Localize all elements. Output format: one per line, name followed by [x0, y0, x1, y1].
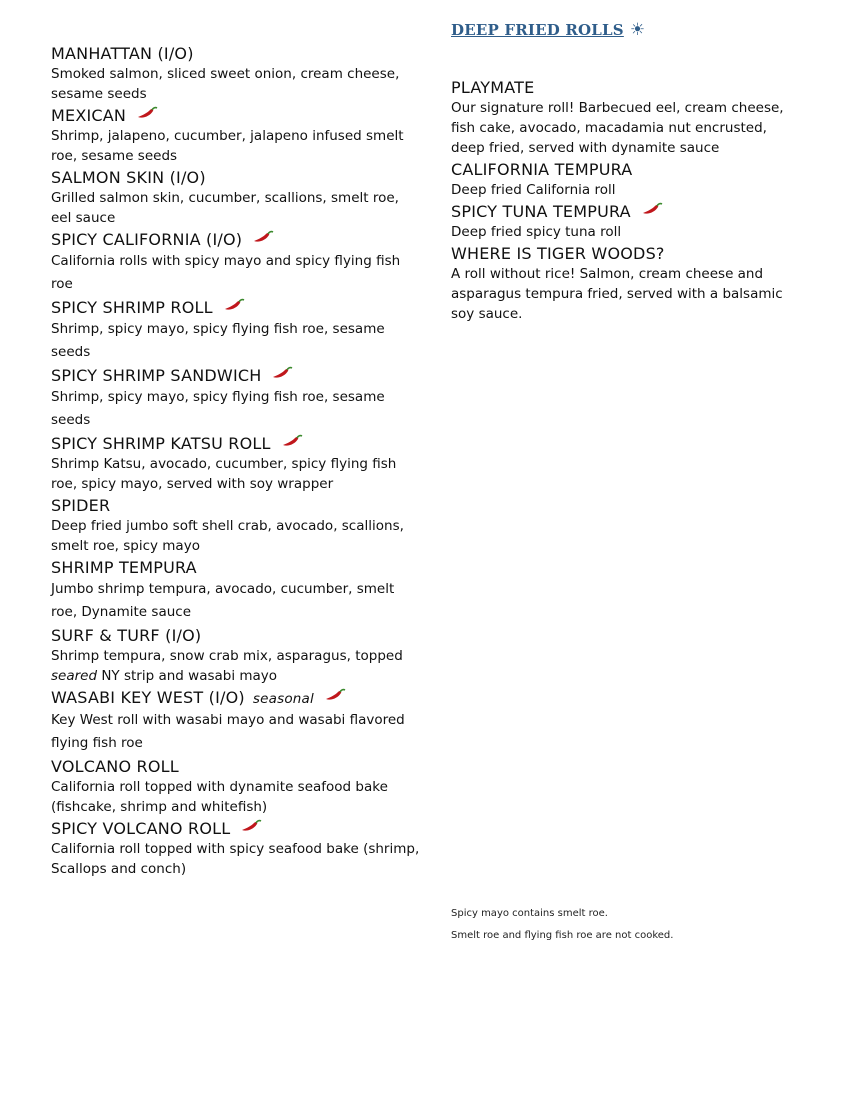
menu-item-description: Shrimp, spicy mayo, spicy flying fish roe, sesame seeds — [51, 321, 385, 360]
menu-item-name-text: WHERE IS TIGER WOODS? — [451, 244, 665, 263]
menu-item-description: Deep fried jumbo soft shell crab, avocado, scallions, smelt roe, spicy mayo — [51, 518, 404, 554]
description-text: NY strip and wasabi mayo — [97, 668, 278, 684]
menu-item-name-text: MANHATTAN (I/O) — [51, 44, 194, 63]
menu-item-name — [451, 202, 801, 222]
menu-item — [451, 78, 801, 158]
menu-item — [51, 558, 421, 624]
menu-item-description: Shrimp, spicy mayo, spicy flying fish roe, sesame seeds — [51, 389, 385, 428]
menu-item-name-text: VOLCANO ROLL — [51, 757, 179, 776]
emphasis-text: seared — [51, 668, 98, 684]
menu-item-description: Key West roll with wasabi mayo and wasabi flavored flying fish roe — [51, 712, 405, 751]
chili-pepper-icon — [324, 688, 346, 702]
menu-item-name — [51, 757, 421, 777]
menu-item-name-text: PLAYMATE — [451, 78, 535, 97]
menu-item-name-text: SALMON SKIN (I/O) — [51, 168, 206, 187]
menu-item — [51, 434, 421, 494]
menu-item-name — [51, 44, 421, 64]
menu-item-description: Grilled salmon skin, cucumber, scallions, smelt roe, eel sauce — [51, 190, 399, 226]
menu-item — [451, 202, 801, 242]
menu-item-name — [51, 366, 421, 386]
chili-pepper-icon — [223, 298, 245, 312]
menu-item-name — [51, 626, 421, 646]
chili-pepper-icon — [641, 202, 663, 216]
left-menu-column — [51, 44, 421, 881]
menu-item-description: Deep fried California roll — [451, 182, 616, 198]
menu-item-name-text: SPICY SHRIMP SANDWICH — [51, 366, 262, 385]
chili-pepper-icon — [271, 366, 293, 380]
menu-item-name-text: SPICY TUNA TEMPURA — [451, 202, 631, 221]
right-menu-column — [451, 20, 801, 326]
menu-item-name-text: SPICY SHRIMP KATSU ROLL — [51, 434, 271, 453]
menu-item-description: California rolls with spicy mayo and spicy flying fish roe — [51, 253, 401, 292]
menu-item-description: Shrimp, jalapeno, cucumber, jalapeno infused smelt roe, sesame seeds — [51, 128, 404, 164]
menu-item — [51, 366, 421, 432]
menu-item — [51, 168, 421, 228]
menu-item-name — [51, 688, 421, 709]
menu-item-description: Smoked salmon, sliced sweet onion, cream cheese, sesame seeds — [51, 66, 400, 102]
deep-fried-rolls-list — [451, 78, 801, 324]
menu-item-name-text: SURF & TURF (I/O) — [51, 626, 202, 645]
menu-item — [51, 496, 421, 556]
menu-item — [451, 244, 801, 324]
menu-item — [51, 106, 421, 166]
description-text: Shrimp tempura, snow crab mix, asparagus, topped — [51, 648, 403, 664]
menu-item-description — [51, 646, 421, 686]
menu-item — [51, 44, 421, 104]
section-title-deep-fried-rolls: DEEP FRIED ROLLS ☀ — [451, 20, 646, 40]
menu-item-description: Jumbo shrimp tempura, avocado, cucumber, smelt roe, Dynamite sauce — [51, 581, 395, 620]
menu-item-description: Deep fried spicy tuna roll — [451, 224, 622, 240]
menu-item-name — [51, 168, 421, 188]
chili-pepper-icon — [281, 434, 303, 448]
menu-item-name-text: MEXICAN — [51, 106, 127, 125]
menu-item-name — [51, 558, 421, 578]
menu-item-description: California roll topped with spicy seafood bake (shrimp, Scallops and conch) — [51, 841, 420, 877]
menu-item-name — [451, 244, 801, 264]
chili-pepper-icon — [240, 819, 262, 833]
footnote-spicy-mayo: Spicy mayo contains smelt roe. — [451, 908, 608, 919]
chili-pepper-icon — [252, 230, 274, 244]
menu-item-name — [51, 298, 421, 318]
menu-item-name — [51, 106, 421, 126]
sun-icon: ☀ — [629, 20, 646, 40]
menu-item-name — [451, 160, 801, 180]
menu-item — [451, 160, 801, 200]
menu-item-name — [51, 496, 421, 516]
menu-item — [51, 626, 421, 686]
footnotes — [451, 903, 673, 947]
menu-item-name — [451, 78, 801, 98]
menu-item-name-text: SPICY VOLCANO ROLL — [51, 819, 231, 838]
menu-item — [51, 298, 421, 364]
menu-item-description: Shrimp Katsu, avocado, cucumber, spicy flying fish roe, spicy mayo, served with soy wrapper — [51, 456, 397, 492]
menu-item-description: A roll without rice! Salmon, cream cheese and asparagus tempura fried, served with a balsamic soy sauce. — [451, 266, 783, 322]
menu-item-name-text: WASABI KEY WEST (I/O) — [51, 688, 245, 707]
menu-item-name-text: SPICY SHRIMP ROLL — [51, 298, 213, 317]
menu-item-name-text: SPICY CALIFORNIA (I/O) — [51, 230, 243, 249]
menu-item-name — [51, 434, 421, 454]
menu-item-description: Our signature roll! Barbecued eel, cream cheese, fish cake, avocado, macadamia nut encrusted, deep fried, served with dynamite sauce — [451, 100, 784, 156]
menu-item — [51, 757, 421, 817]
menu-item — [51, 688, 421, 755]
menu-item — [51, 230, 421, 296]
menu-item-name-text: SPIDER — [51, 496, 111, 515]
seasonal-tag: seasonal — [252, 691, 314, 707]
menu-item-description: California roll topped with dynamite seafood bake (fishcake, shrimp and whitefish) — [51, 779, 388, 815]
menu-item — [51, 819, 421, 879]
menu-item-name-text: SHRIMP TEMPURA — [51, 558, 197, 577]
chili-pepper-icon — [136, 106, 158, 120]
menu-item-name — [51, 230, 421, 250]
footnote-roe-not-cooked: Smelt roe and flying fish roe are not cooked. — [451, 930, 674, 941]
menu-item-name — [51, 819, 421, 839]
menu-item-name-text: CALIFORNIA TEMPURA — [451, 160, 633, 179]
